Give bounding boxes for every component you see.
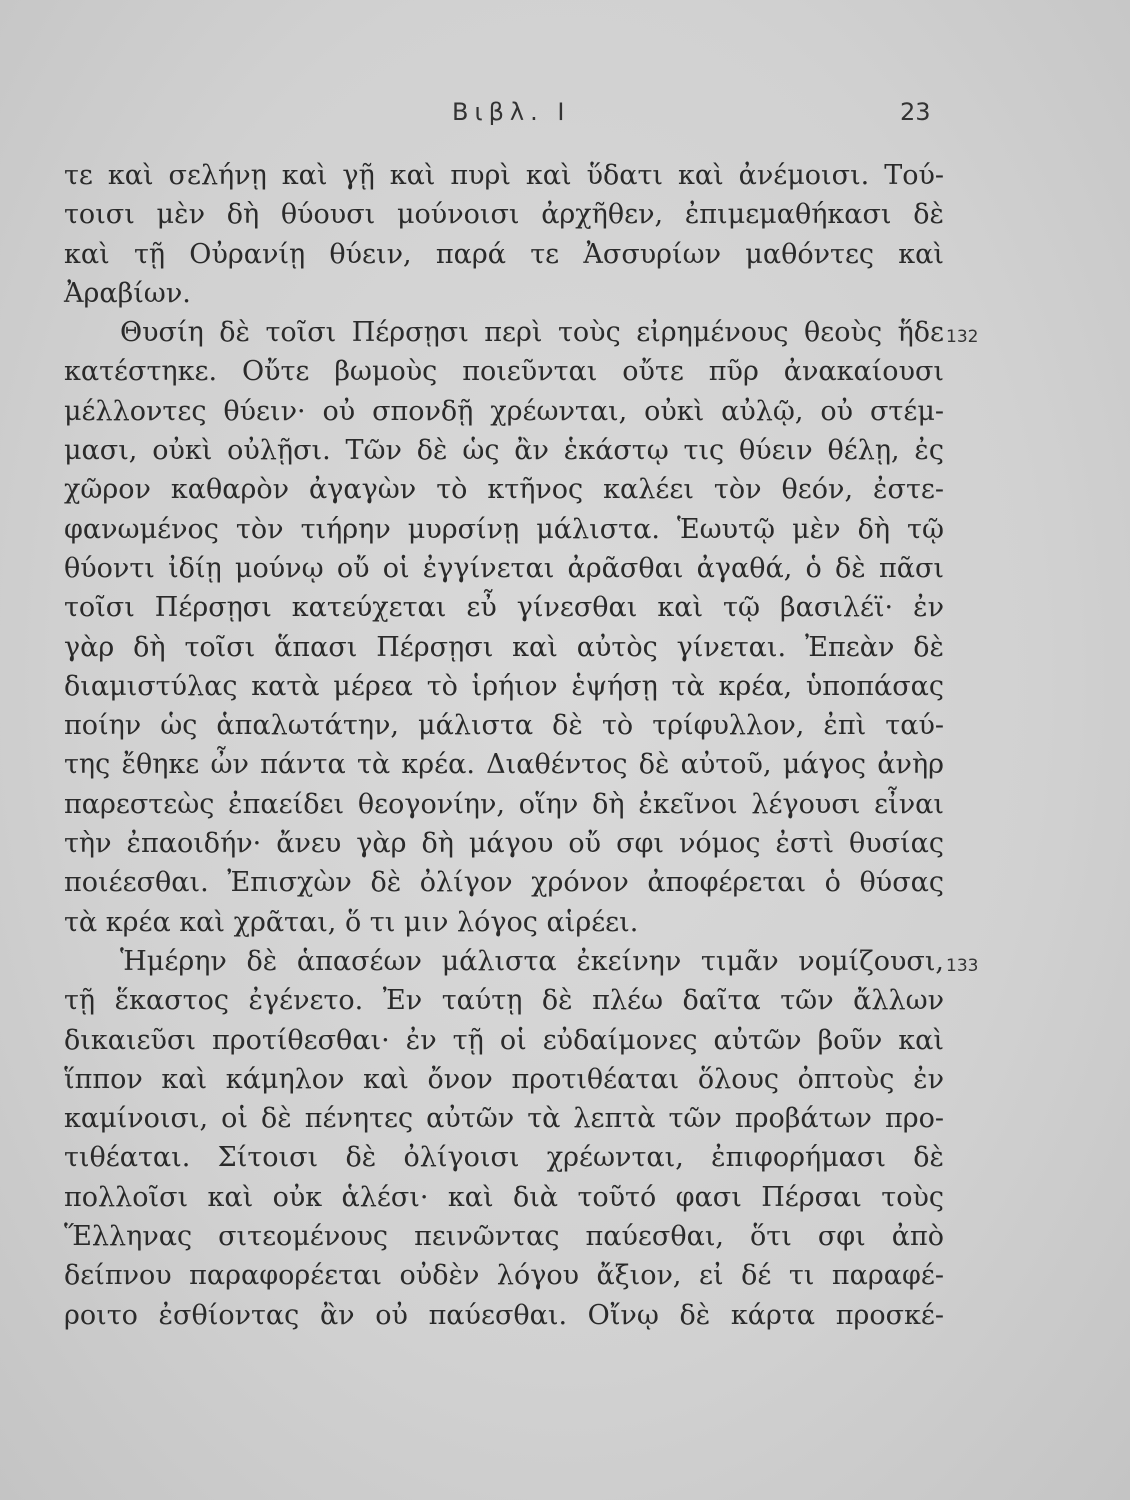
paragraph-start-line: Θυσίη δὲ τοῖσι Πέρσῃσι περὶ τοὺς εἰρημένους θεοὺς ἥδε — [120, 317, 944, 349]
text-line: τοῖσι Πέρσῃσι κατεύχεται εὖ γίνεσθαι καὶ τῷ βασιλέϊ· ἐν — [64, 592, 944, 624]
text-line: μασι, οὐκὶ οὐλῇσι. Τῶν δὲ ὡς ἂν ἑκάστῳ τις θύειν θέλῃ, ἐς — [64, 435, 944, 467]
text-line: δικαιεῦσι προτίθεσθαι· ἐν τῇ οἱ εὐδαίμονες αὐτῶν βοῦν καὶ — [64, 1024, 944, 1056]
text-line: Ἀραβίων. — [64, 277, 191, 309]
text-line: χῶρον καθαρὸν ἀγαγὼν τὸ κτῆνος καλέει τὸν θεόν, ἐστε- — [64, 474, 944, 506]
text-line: τῇ ἕκαστος ἐγένετο. Ἐν ταύτῃ δὲ πλέω δαῖτα τῶν ἄλλων — [64, 985, 944, 1017]
text-line: καὶ τῇ Οὐρανίῃ θύειν, παρά τε Ἀσσυρίων μαθόντες καὶ — [64, 238, 944, 270]
chapter-number-133: 133 — [946, 956, 979, 976]
text-line: γὰρ δὴ τοῖσι ἅπασι Πέρσῃσι καὶ αὐτὸς γίνεται. Ἐπεὰν δὲ — [64, 631, 944, 663]
text-line: ποίην ὡς ἁπαλωτάτην, μάλιστα δὲ τὸ τρίφυλλον, ἐπὶ ταύ- — [64, 710, 944, 742]
text-line: ἵππον καὶ κάμηλον καὶ ὄνον προτιθέαται ὅλους ὀπτοὺς ἐν — [64, 1063, 944, 1095]
text-block — [64, 156, 944, 1335]
text-line: τιθέαται. Σίτοισι δὲ ὀλίγοισι χρέωνται, ἐπιφορήμασι δὲ — [64, 1142, 944, 1174]
text-line: φανωμένος τὸν τιήρην μυρσίνῃ μάλιστα. Ἑωυτῷ μὲν δὴ τῷ — [64, 513, 944, 545]
page-number: 23 — [900, 98, 931, 126]
book-title: Βιβλ. Ι — [452, 98, 571, 126]
text-line: παρεστεὼς ἐπαείδει θεογονίην, οἵην δὴ ἐκεῖνοι λέγουσι εἶναι — [64, 788, 944, 820]
text-line: τὰ κρέα καὶ χρᾶται, ὅ τι μιν λόγος αἱρέει. — [64, 906, 639, 938]
chapter-number-132: 132 — [946, 327, 979, 347]
text-line: θύοντι ἰδίῃ μούνῳ οὔ οἱ ἐγγίνεται ἀρᾶσθαι ἀγαθά, ὁ δὲ πᾶσι — [64, 552, 944, 584]
text-line: Ἕλληνας σιτεομένους πεινῶντας παύεσθαι, ὅτι σφι ἀπὸ — [64, 1221, 944, 1253]
text-line: δείπνου παραφορέεται οὐδὲν λόγου ἄξιον, εἰ δέ τι παραφέ- — [64, 1260, 944, 1292]
running-head — [0, 98, 1130, 130]
text-line: καμίνοισι, οἱ δὲ πένητες αὐτῶν τὰ λεπτὰ τῶν προβάτων προ- — [64, 1103, 944, 1135]
text-line: τε καὶ σελήνῃ καὶ γῇ καὶ πυρὶ καὶ ὕδατι καὶ ἀνέμοισι. Τού- — [64, 160, 944, 191]
text-line: ροιτο ἐσθίοντας ἂν οὐ παύεσθαι. Οἴνῳ δὲ κάρτα προσκέ- — [64, 1299, 944, 1331]
text-line: κατέστηκε. Οὔτε βωμοὺς ποιεῦνται οὔτε πῦρ ἀνακαίουσι — [64, 356, 944, 388]
text-line: μέλλοντες θύειν· οὐ σπονδῇ χρέωνται, οὐκὶ αὐλῷ, οὐ στέμ- — [64, 395, 944, 427]
text-line: πολλοῖσι καὶ οὐκ ἁλέσι· καὶ διὰ τοῦτό φασι Πέρσαι τοὺς — [64, 1181, 944, 1213]
text-line: της ἔθηκε ὦν πάντα τὰ κρέα. Διαθέντος δὲ αὐτοῦ, μάγος ἀνὴρ — [64, 749, 944, 781]
text-line: ποιέεσθαι. Ἐπισχὼν δὲ ὀλίγον χρόνον ἀποφέρεται ὁ θύσας — [64, 867, 944, 899]
text-line: τὴν ἐπαοιδήν· ἄνευ γὰρ δὴ μάγου οὔ σφι νόμος ἐστὶ θυσίας — [64, 828, 944, 860]
paragraph-start-line: Ἡμέρην δὲ ἁπασέων μάλιστα ἐκείνην τιμᾶν νομίζουσι, — [120, 945, 944, 977]
text-line: τοισι μὲν δὴ θύουσι μούνοισι ἀρχῆθεν, ἐπιμεμαθήκασι δὲ — [64, 199, 944, 231]
text-line: διαμιστύλας κατὰ μέρεα τὸ ἱρήιον ἑψήσῃ τὰ κρέα, ὑποπάσας — [64, 670, 944, 702]
